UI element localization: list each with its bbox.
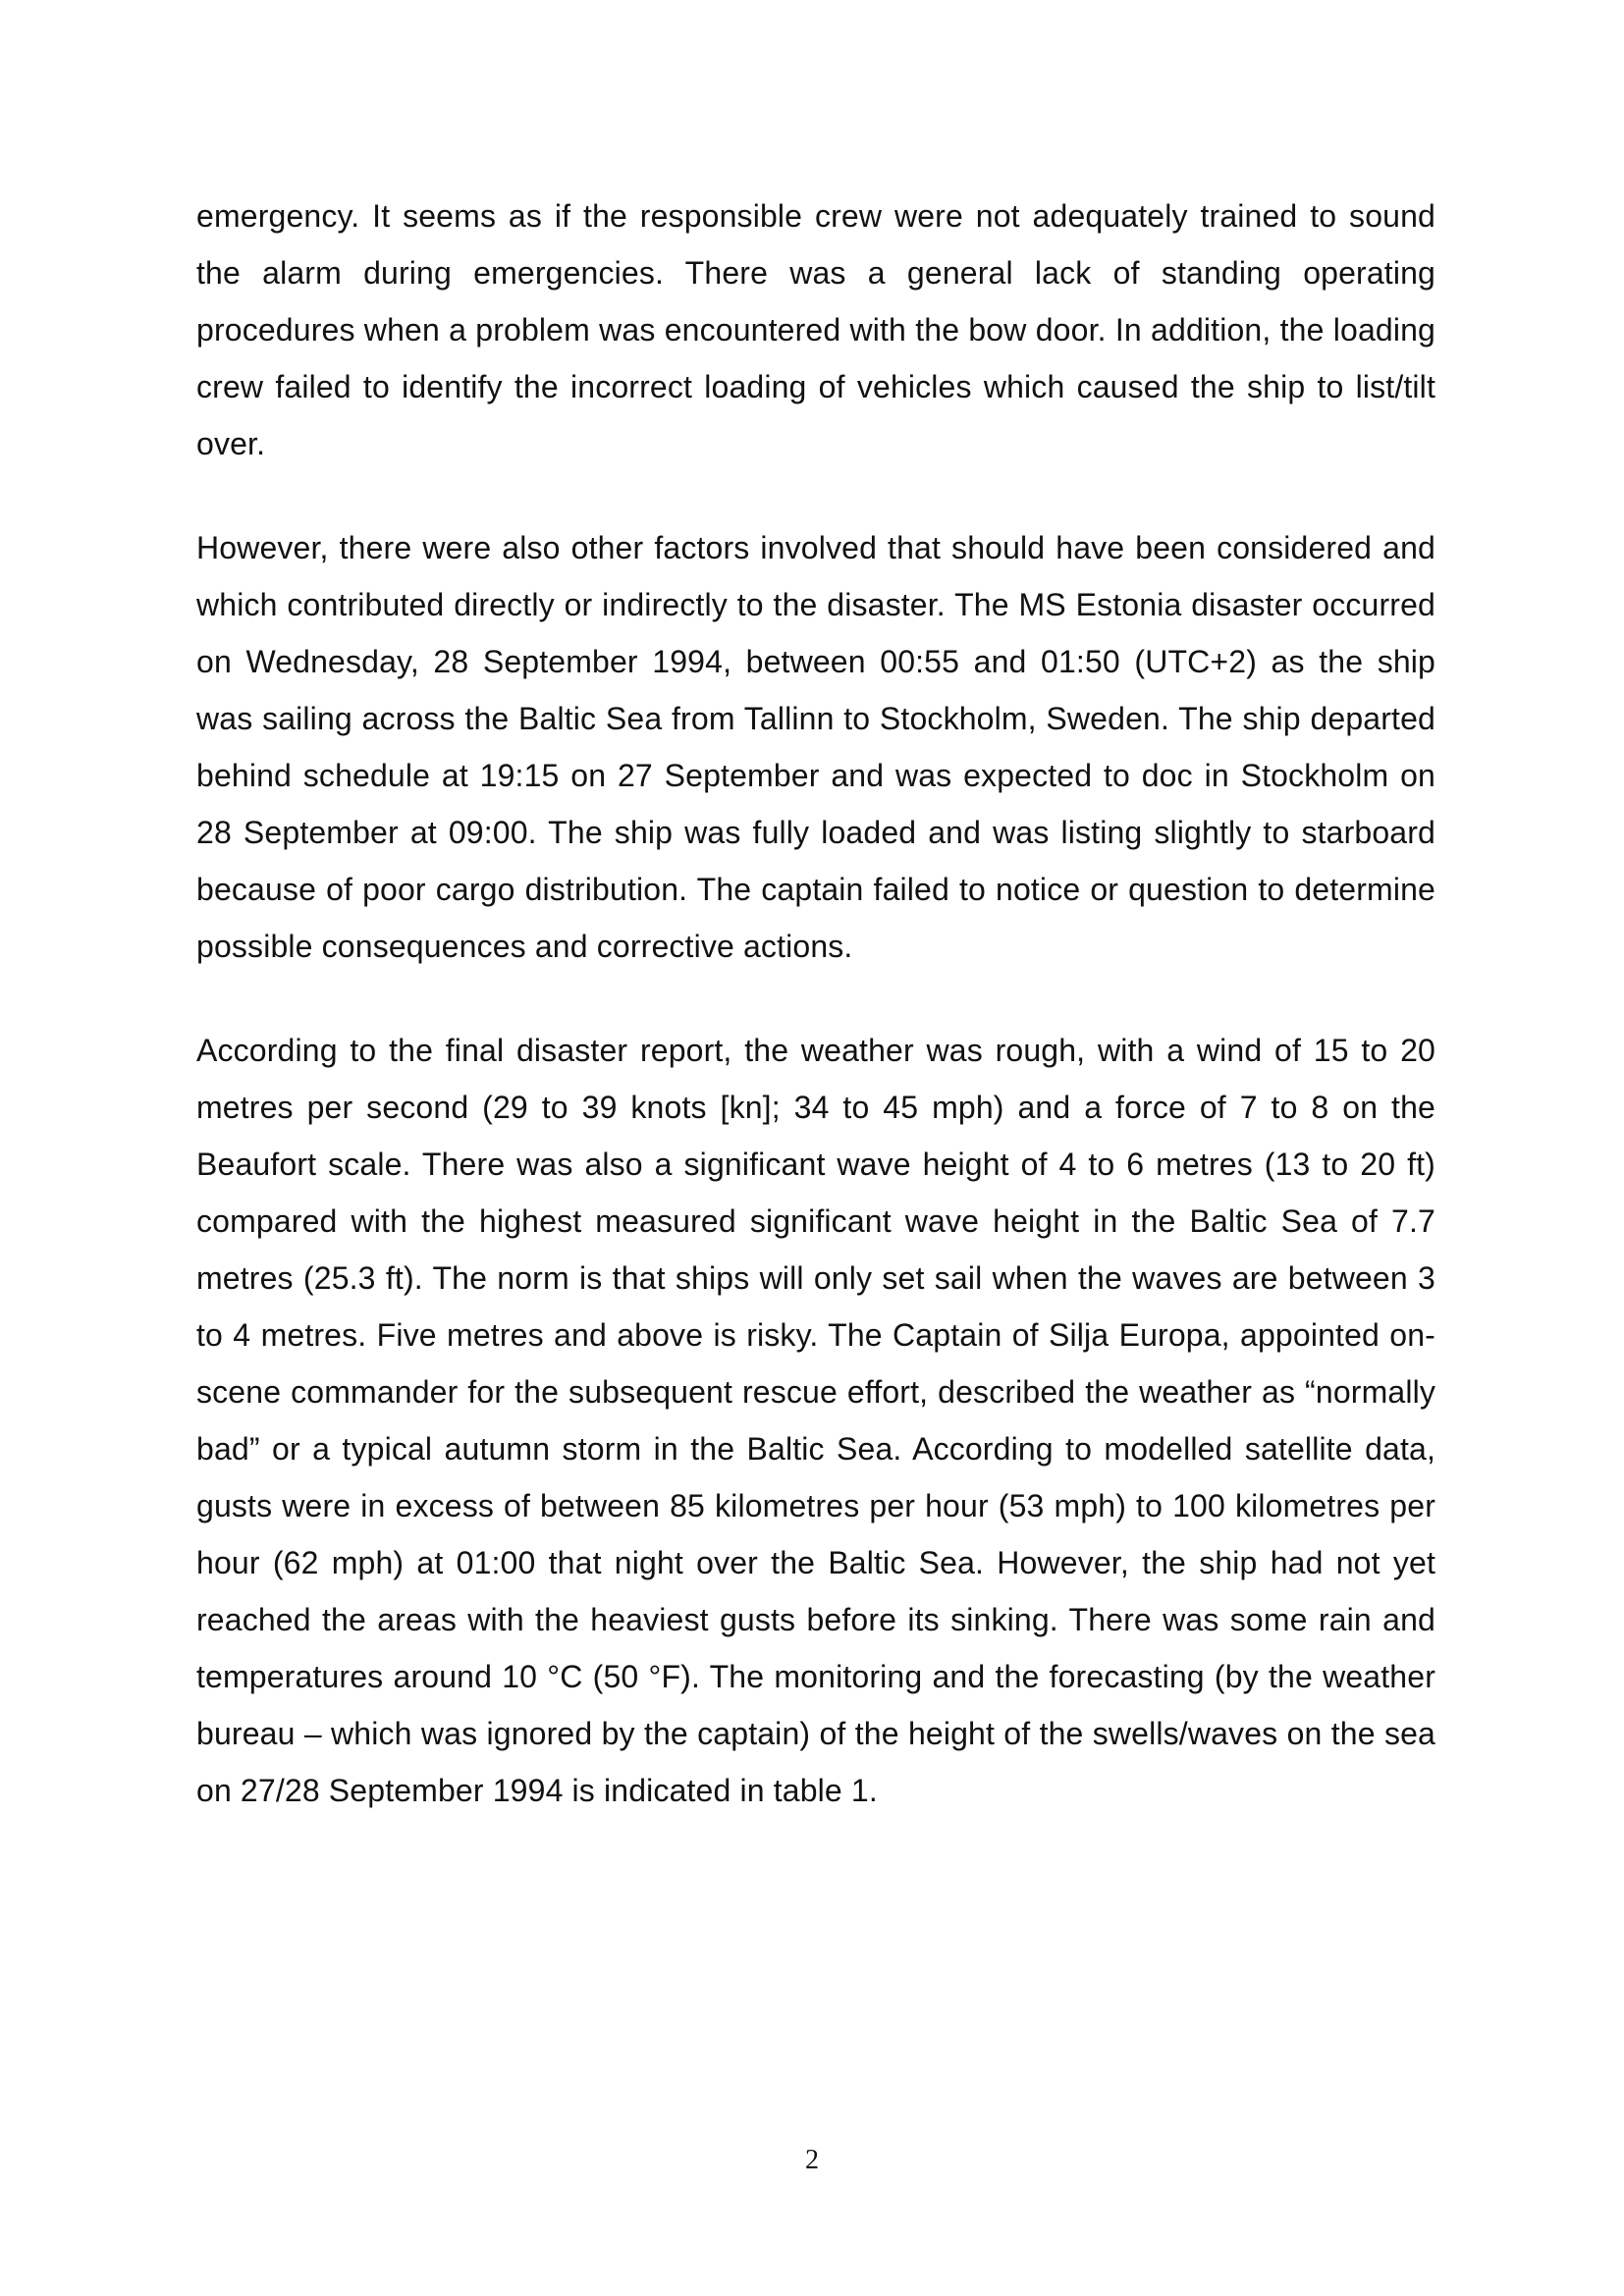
body-text	[196, 187, 1435, 1866]
page-number: 2	[805, 2145, 819, 2175]
paragraph-3: According to the final disaster report, the weather was rough, with a wind of 15 to 20 metres per second (29 to 39 knots [kn]; 34 to 45 mph) and a force of 7 to 8 on the Beaufort scale. There was also a significant wave height of 4 to 6 metres (13 to 20 ft) compared with the highest measured significant wave height in the Baltic Sea of 7.7 metres (25.3 ft). The norm is that ships will only set sail when the waves are between 3 to 4 metres. Five metres and above is risky. The Captain of Silja Europa, appointed on-scene commander for the subsequent rescue effort, described the weather as “normally bad” or a typical autumn storm in the Baltic Sea. According to modelled satellite data, gusts were in excess of between 85 kilometres per hour (53 mph) to 100 kilometres per hour (62 mph) at 01:00 that night over the Baltic Sea. However, the ship had not yet reached the areas with the heaviest gusts before its sinking. There was some rain and temperatures around 10 °C (50 °F). The monitoring and the forecasting (by the weather bureau – which was ignored by the captain) of the height of the swells/waves on the sea on 27/28 September 1994 is indicated in table 1.	[196, 1033, 1435, 1808]
paragraph-2: However, there were also other factors involved that should have been considered and which contributed directly or indirectly to the disaster. The MS Estonia disaster occurred on Wednesday, 28 September 1994, between 00:55 and 01:50 (UTC+2) as the ship was sailing across the Baltic Sea from Tallinn to Stockholm, Sweden. The ship departed behind schedule at 19:15 on 27 September and was expected to doc in Stockholm on 28 September at 09:00. The ship was fully loaded and was listing slightly to starboard because of poor cargo distribution. The captain failed to notice or question to determine possible consequences and corrective actions.	[196, 530, 1435, 964]
paragraph-1: emergency. It seems as if the responsible crew were not adequately trained to sound the alarm during emergencies. There was a general lack of standing operating procedures when a problem was encountered with the bow door. In addition, the loading crew failed to identify the incorrect loading of vehicles which caused the ship to list/tilt over.	[196, 198, 1435, 461]
